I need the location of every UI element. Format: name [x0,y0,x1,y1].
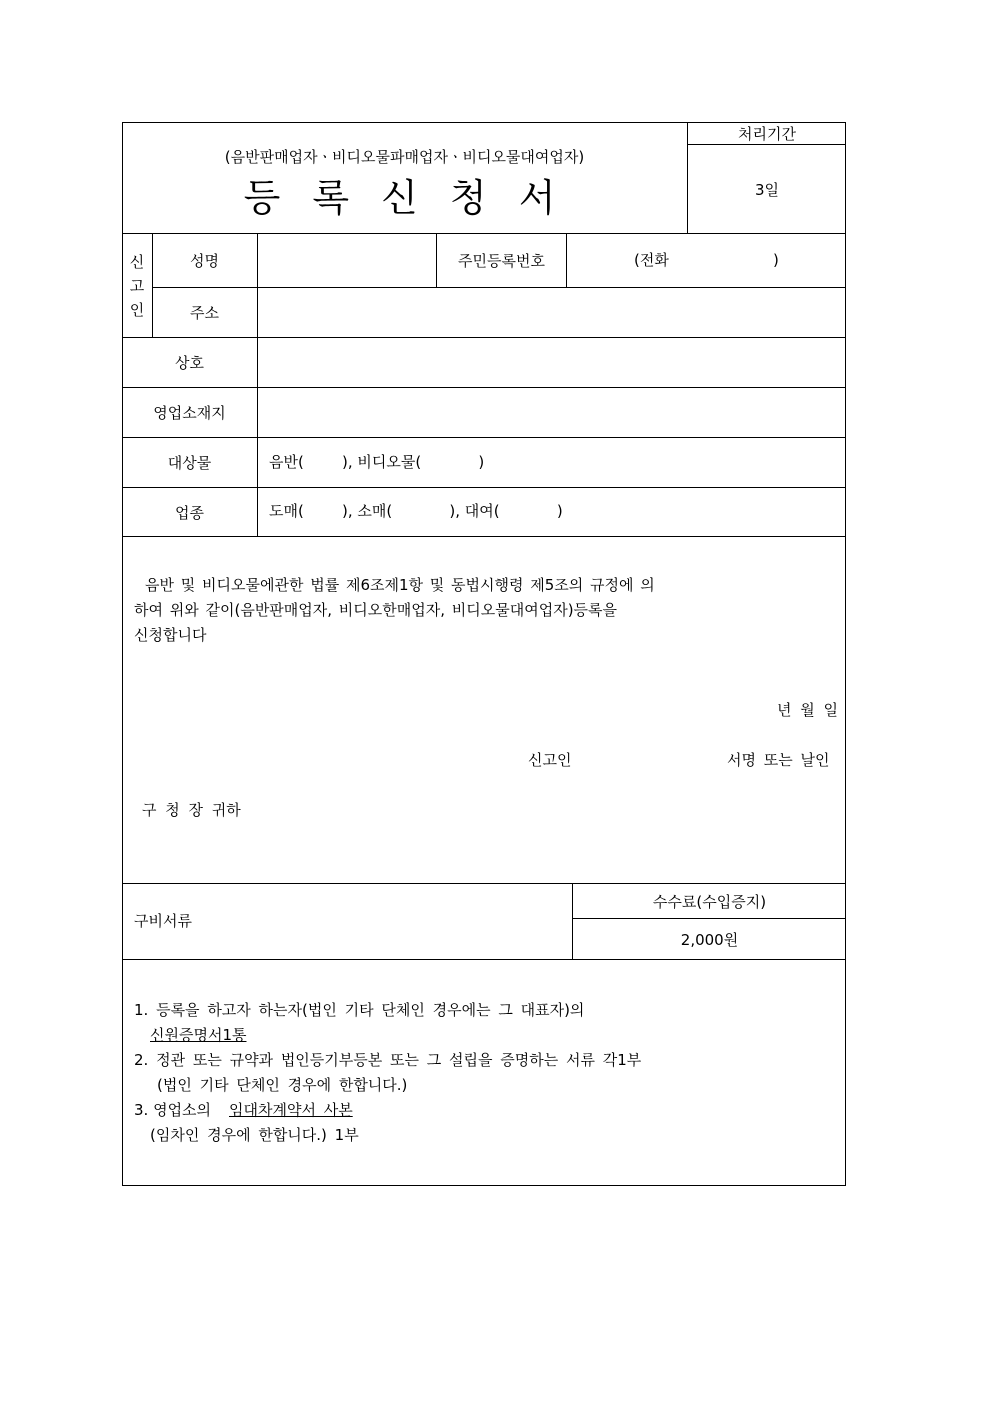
rrn-label: 주민등록번호 [458,252,545,270]
statement-line: 신청합니다 [134,626,207,644]
applicant-char: 고 [129,277,145,295]
trade-name-label: 상호 [175,354,204,372]
type-options[interactable]: 도매( ), 소매( ), 대여( ) [269,502,563,520]
trade-name-field[interactable] [258,338,846,387]
divider [566,233,567,287]
document-item-2-note: (법인 기타 단체인 경우에 한합니다.) [157,1076,408,1094]
processing-period-label: 처리기간 [738,125,796,143]
statement-line: 음반 및 비디오물에관한 법률 제6조제1항 및 동법시행령 제5조의 규정에 의 [145,576,655,594]
document-item-3-note: (임차인 경우에 한합니다.) 1부 [150,1126,359,1144]
name-field[interactable] [258,234,436,287]
required-documents-label: 구비서류 [134,912,192,930]
applicant-char: 인 [129,301,145,319]
applicant-section-label [122,250,152,322]
divider [122,959,846,960]
applicant-sign-label: 신고인 [528,751,572,769]
date-line[interactable]: 년 월 일 [777,701,839,719]
target-options[interactable]: 음반( ), 비디오물( ) [269,453,485,471]
document-item-1: 1. 등록을 하고자 하는자(법인 기타 단체인 경우에는 그 대표자)의 [134,1001,585,1019]
location-label: 영업소재지 [153,404,226,422]
document-item-2: 2. 정관 또는 규약과 법인등기부등본 또는 그 설립을 증명하는 서류 각1부 [134,1051,642,1069]
fee-value: 2,000원 [680,930,739,949]
document-item-3-detail: 임대차계약서 사본 [229,1101,353,1119]
applicant-char: 신 [129,253,145,271]
processing-period-value: 3일 [754,180,780,199]
document-item-3-prefix: 3. 영업소의 [134,1101,212,1119]
addressee: 구 청 장 귀하 [142,801,241,819]
phone-label[interactable]: (전화 [634,251,669,269]
statement-line: 하여 위와 같이(음반판매업자, 비디오한매업자, 비디오물대여업자)등록을 [134,601,618,619]
location-field[interactable] [258,388,846,437]
target-label: 대상물 [167,454,212,472]
phone-close: ) [773,251,779,269]
sign-or-seal[interactable]: 서명 또는 날인 [727,751,830,769]
document-item-1-detail: 신원증명서1통 [150,1026,247,1044]
name-label: 성명 [190,252,219,270]
fee-label: 수수료(수입증지) [652,892,767,911]
type-label: 업종 [175,503,204,522]
address-field[interactable] [258,288,846,337]
address-label: 주소 [190,304,219,322]
form-title: 등 록 신 청 서 [243,175,566,220]
form-subtitle: (음반판매업자ㆍ비디오물파매업자ㆍ비디오물대여업자) [224,147,585,166]
divider [122,536,846,537]
